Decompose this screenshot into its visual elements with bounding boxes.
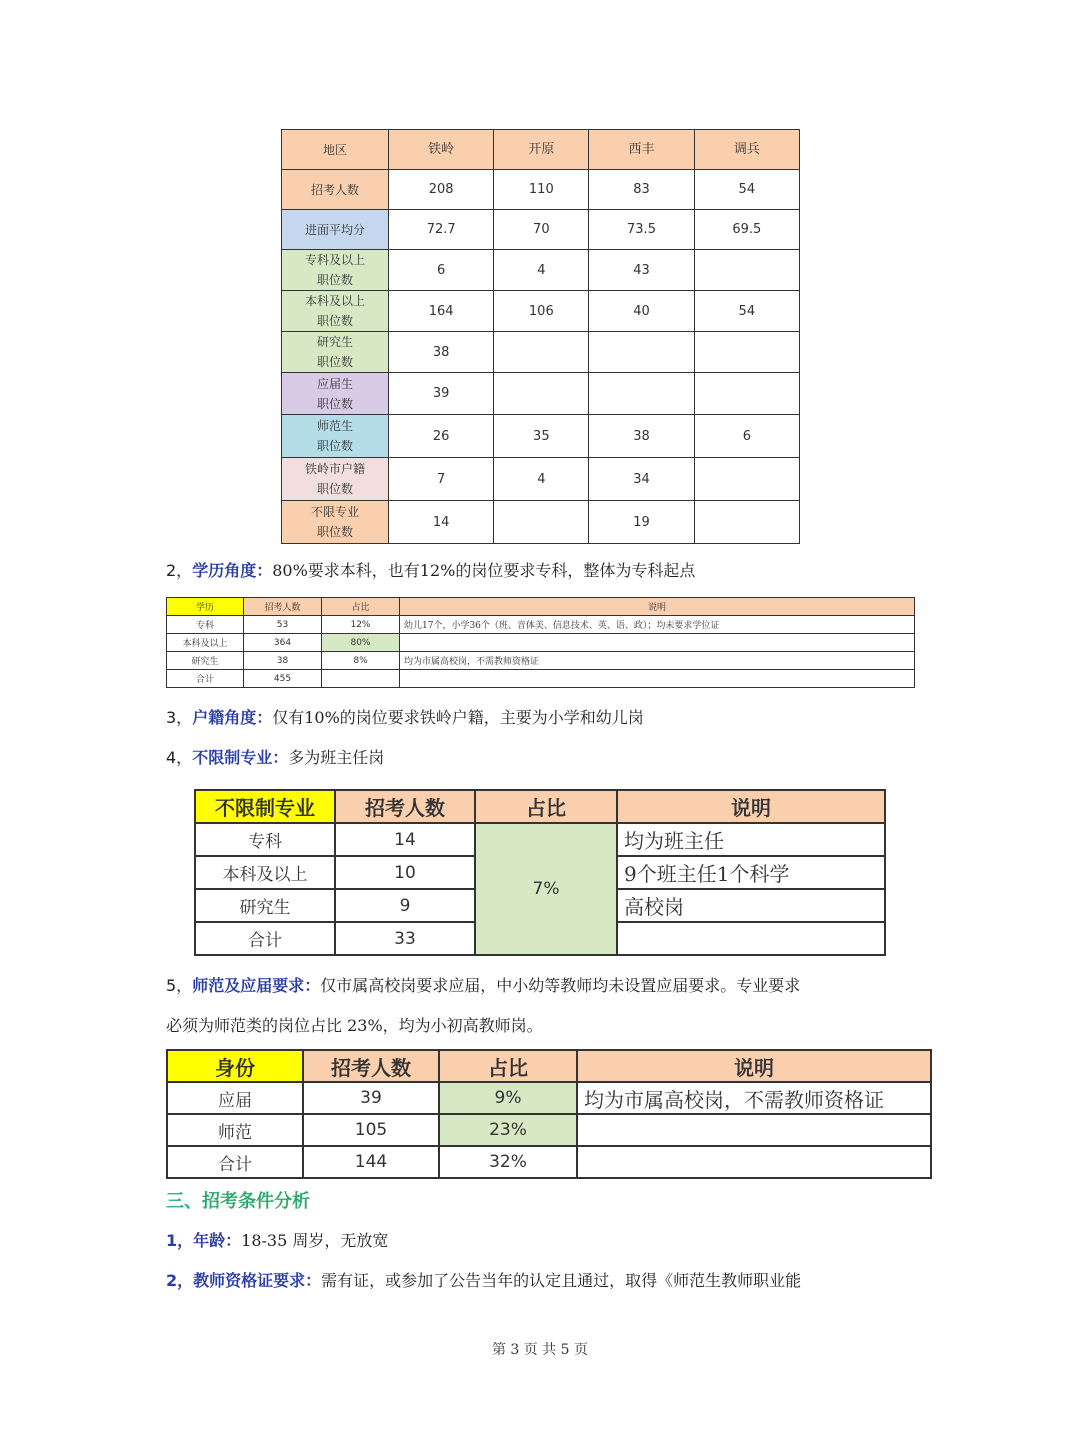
table-cell: 4 [494,458,589,501]
row-label-line: 专科及以上 [304,253,365,267]
row-label-line: 职位数 [316,482,353,496]
paragraph-number: 3， [166,708,193,727]
paragraph-keyword: 师范及应届要求： [192,976,321,995]
paragraph-normal-graduate-cont: 必须为师范类的岗位占比 23%，均为小初高教师岗。 [166,1016,543,1035]
paragraph-certificate [166,1268,801,1291]
row-label-line: 职位数 [316,273,353,287]
row-label [282,415,389,458]
paragraph-household [166,705,644,728]
paragraph-number: 5， [166,976,193,995]
header-cell: 招考人数 [244,598,322,616]
table-cell: 6 [694,415,799,458]
table-row [167,670,915,688]
table-cell: 53 [244,616,322,634]
table-cell: 34 [589,458,694,501]
table-cell: 4 [494,250,589,291]
table-cell: 39 [389,373,494,415]
row-label-line: 职位数 [316,525,353,539]
section-heading: 三、招考条件分析 [166,1191,310,1212]
table-row [167,616,915,634]
table-cell [494,332,589,373]
row-label [282,373,389,415]
table-cell: 12% [322,616,400,634]
table-cell: 14 [389,501,494,544]
paragraph-keyword: 户籍角度： [192,708,273,727]
table-row [282,373,800,415]
note-cell: 9个班主任1个科学 [617,856,885,889]
row-label [282,250,389,291]
table-cell [322,670,400,688]
table-cell: 6 [389,250,494,291]
note-cell [617,922,885,955]
header-cell: 占比 [322,598,400,616]
paragraph-normal-graduate [166,973,800,996]
header-cell: 开原 [494,130,589,170]
table-header-row [167,1050,931,1082]
table-cell: 10 [335,856,475,889]
unrestricted-major-table [194,789,886,956]
table-cell: 144 [303,1146,439,1178]
header-cell: 学历 [167,598,244,616]
table-cell: 80% [322,634,400,652]
table-cell: 110 [494,170,589,210]
table-cell: 研究生 [195,889,335,922]
table-cell: 师范 [167,1114,303,1146]
table-cell: 43 [589,250,694,291]
table-cell: 32% [439,1146,577,1178]
table-header-row [195,790,885,823]
table-cell: 73.5 [589,210,694,250]
education-table [166,597,915,688]
table-row [282,332,800,373]
table-cell: 26 [389,415,494,458]
table-cell: 54 [694,170,799,210]
paragraph-text: 多为班主任岗 [288,748,385,767]
table-row [282,210,800,250]
note-cell: 均为市属高校岗，不需教师资格证 [400,652,915,670]
table-cell: 专科 [195,823,335,856]
header-cell: 占比 [439,1050,577,1082]
table-row [282,501,800,544]
note-cell: 均为班主任 [617,823,885,856]
table-cell: 本科及以上 [167,634,244,652]
table-row [282,415,800,458]
table-cell: 39 [303,1082,439,1114]
table-row [282,458,800,501]
table-row [282,250,800,291]
table-row [282,291,800,332]
table-cell: 专科 [167,616,244,634]
header-cell: 说明 [400,598,915,616]
header-cell: 说明 [617,790,885,823]
identity-table [166,1049,932,1179]
paragraph-number: 1， [166,1231,194,1250]
table-cell: 70 [494,210,589,250]
table-cell [589,332,694,373]
paragraph-text: 80%要求本科，也有12%的岗位要求专科，整体为专科起点 [272,561,696,580]
row-label [282,332,389,373]
table-cell: 14 [335,823,475,856]
table-cell: 83 [589,170,694,210]
row-label-line: 师范生 [316,419,353,433]
table-cell: 105 [303,1114,439,1146]
paragraph-keyword: 学历角度： [192,561,273,580]
header-cell: 招考人数 [303,1050,439,1082]
table-cell: 38 [589,415,694,458]
row-label-line: 不限专业 [310,505,359,519]
table-cell: 106 [494,291,589,332]
paragraph-text: 18-35 周岁，无放宽 [241,1231,389,1250]
table-row [167,652,915,670]
note-cell [400,634,915,652]
table-cell: 208 [389,170,494,210]
note-cell: 均为市属高校岗，不需教师资格证 [577,1082,931,1114]
table-cell: 23% [439,1114,577,1146]
table-cell: 33 [335,922,475,955]
table-cell: 19 [589,501,694,544]
paragraph-number: 4， [166,748,193,767]
table-cell: 40 [589,291,694,332]
ratio-cell: 7% [475,823,617,955]
table-cell: 合计 [167,1146,303,1178]
table-cell [494,501,589,544]
row-label-line: 职位数 [316,355,353,369]
table-row [167,1114,931,1146]
row-label [282,501,389,544]
row-label-line: 职位数 [316,396,353,411]
table-cell: 合计 [167,670,244,688]
table-cell: 455 [244,670,322,688]
header-cell: 身份 [167,1050,303,1082]
row-label-line: 职位数 [316,314,353,328]
header-cell: 占比 [475,790,617,823]
table-cell: 合计 [195,922,335,955]
header-cell: 调兵 [694,130,799,170]
header-cell: 地区 [282,130,389,170]
row-label-line: 铁岭市户籍 [304,462,365,476]
paragraph-major [166,745,384,768]
table-cell: 研究生 [167,652,244,670]
table-row [195,823,885,856]
note-cell [577,1114,931,1146]
table-cell [694,458,799,501]
table-cell: 8% [322,652,400,670]
table-cell: 7 [389,458,494,501]
table-cell [694,501,799,544]
header-cell: 说明 [577,1050,931,1082]
table-cell: 69.5 [694,210,799,250]
paragraph-text: 需有证，或参加了公告当年的认定且通过，取得《师范生教师职业能 [321,1271,802,1290]
row-label-line: 职位数 [316,439,353,453]
row-label-line: 本科及以上 [304,294,365,308]
table-cell [694,250,799,291]
table-cell: 应届 [167,1082,303,1114]
table-cell: 54 [694,291,799,332]
note-cell [400,670,915,688]
row-label: 进面平均分 [282,210,389,250]
table-cell: 9% [439,1082,577,1114]
note-cell [577,1146,931,1178]
table-cell: 364 [244,634,322,652]
paragraph-text: 仅有10%的岗位要求铁岭户籍，主要为小学和幼儿岗 [272,708,644,727]
paragraph-keyword: 教师资格证要求： [193,1271,322,1290]
row-label-line: 应届生 [316,376,353,391]
table-cell [694,332,799,373]
note-cell: 高校岗 [617,889,885,922]
table-cell: 本科及以上 [195,856,335,889]
region-table [281,129,800,544]
table-row [167,634,915,652]
row-label: 招考人数 [282,170,389,210]
paragraph-number: 2， [166,561,193,580]
table-cell: 35 [494,415,589,458]
table-row [282,170,800,210]
header-cell: 不限制专业 [195,790,335,823]
row-label [282,458,389,501]
paragraph-keyword: 年龄： [193,1231,242,1250]
table-cell: 38 [389,332,494,373]
paragraph-text: 仅市属高校岗要求应届，中小幼等教师均未设置应届要求。专业要求 [320,976,801,995]
table-row [167,1146,931,1178]
paragraph-age [166,1228,388,1251]
header-cell: 西丰 [589,130,694,170]
table-cell [494,373,589,415]
table-cell: 38 [244,652,322,670]
table-cell: 164 [389,291,494,332]
paragraph-keyword: 不限制专业： [192,748,289,767]
table-cell: 72.7 [389,210,494,250]
row-label-line: 研究生 [316,335,353,349]
note-cell: 幼儿17个，小学36个（班、音体美、信息技术、英、语、政）；均未要求学位证 [400,616,915,634]
table-cell [589,373,694,415]
row-label [282,291,389,332]
table-row [167,1082,931,1114]
header-cell: 招考人数 [335,790,475,823]
table-cell: 9 [335,889,475,922]
table-header-row [167,598,915,616]
table-cell [694,373,799,415]
table-header-row [282,130,800,170]
paragraph-number: 2， [166,1271,194,1290]
paragraph-education [166,558,695,581]
page-footer: 第 3 页 共 5 页 [491,1342,589,1358]
header-cell: 铁岭 [389,130,494,170]
